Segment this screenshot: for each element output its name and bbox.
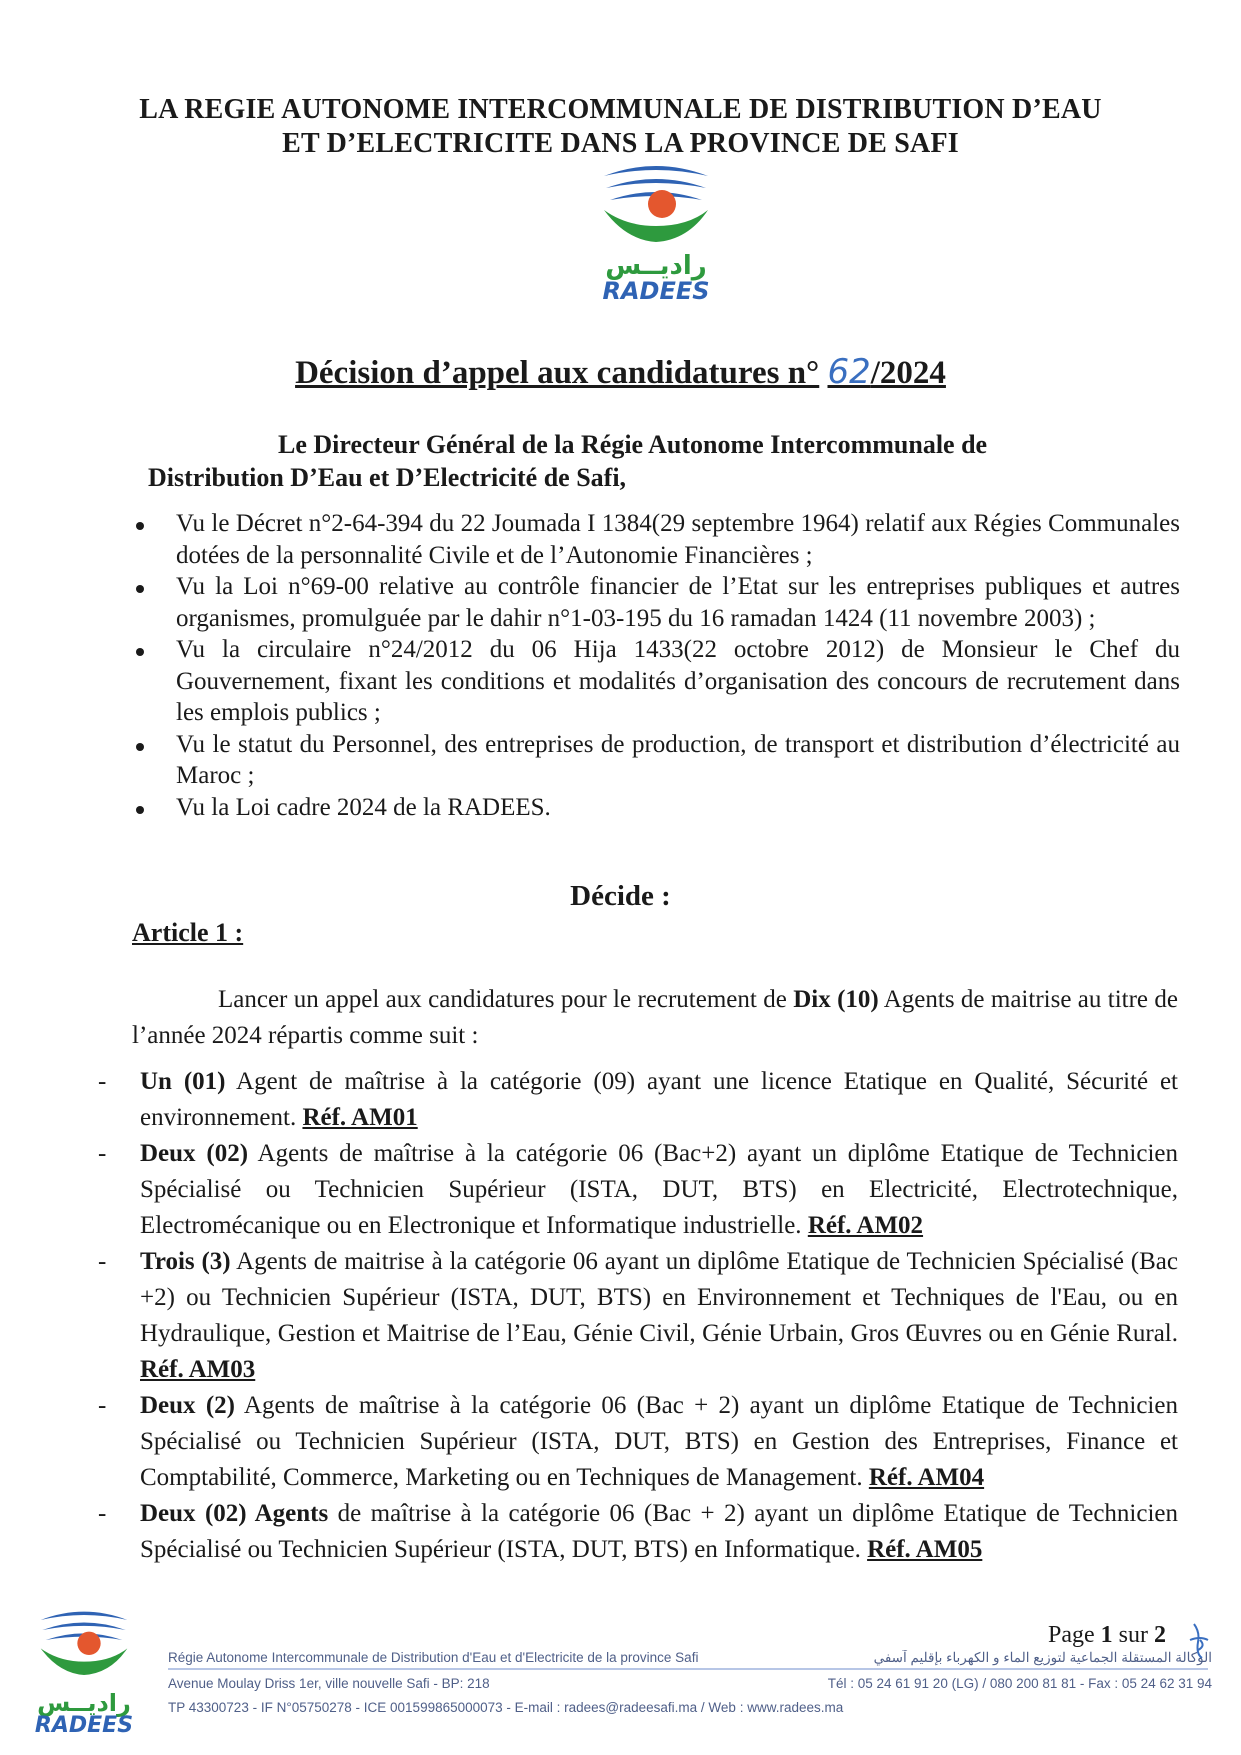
page-current: 1 [1100, 1622, 1113, 1648]
position-count: Deux (2) [140, 1392, 235, 1419]
position-text: Agents de maîtrise à la catégorie 06 (Bac + 2) ayant un diplôme Etatique de Technicien Spécialisé ou Technicien Supérieur (ISTA, DUT, BTS) en Gestion des Entreprises, Finance et Comptabilité, Commerce, Marketing ou en Techniques de Management. [140, 1392, 1178, 1491]
header-line-2: ET D’ELECTRICITE DANS LA PROVINCE DE SAFI [282, 128, 959, 159]
position-ref: Réf. AM03 [140, 1356, 256, 1383]
position-item [96, 1136, 1178, 1244]
article-text-b: Agents de maitrise au titre de l’année 2024 répartis comme suit : [132, 986, 1179, 1049]
list-item: Vu la Loi n°69-00 relative au contrôle financier de l’Etat sur les entreprises publiques et autres organismes, promulguée par le dahir n°1-03-195 du 16 ramadan 1424 (11 novembre 2003) ; [130, 571, 1180, 634]
footer-divider [168, 1668, 1208, 1670]
list-item: Vu la Loi cadre 2024 de la RADEES. [130, 792, 1180, 824]
article-text-a: Lancer un appel aux candidatures pour le recrutement de [218, 986, 787, 1013]
position-item [96, 1388, 1178, 1496]
header-line-1: LA REGIE AUTONOME INTERCOMMUNALE DE DISTRIBUTION D’EAU [139, 94, 1102, 125]
footer-line-3: TP 43300723 - IF N°05750278 - ICE 001599865000073 - E-mail : radees@radeesafi.ma / Web : www.radees.ma [168, 1700, 844, 1715]
position-ref: Réf. AM05 [867, 1536, 983, 1563]
page-number [1048, 1622, 1166, 1649]
position-count: Trois (3) [140, 1248, 231, 1275]
position-text: Agents de maîtrise à la catégorie 06 (Bac+2) ayant un diplôme Etatique de Technicien Spécialisé ou Technicien Supérieur (ISTA, DUT, BTS) en Electricité, Electrotechnique, Electromécanique ou en Electronique et Informatique industrielle. [140, 1140, 1178, 1239]
position-ref: Réf. AM02 [807, 1212, 924, 1239]
positions-list [96, 1064, 1178, 1568]
position-count: Deux (02) [140, 1140, 249, 1167]
footer-address: Avenue Moulay Driss 1er, ville nouvelle Safi - BP: 218 [168, 1676, 490, 1691]
intro-line-2: Distribution D’Eau et D’Electricité de Safi, [148, 463, 627, 492]
position-ref: Réf. AM04 [868, 1464, 985, 1491]
intro-line-1: Le Directeur Général de la Régie Autonome Intercommunale de [278, 430, 988, 459]
position-item [96, 1064, 1178, 1136]
title-suffix: /2024 [870, 355, 946, 391]
position-text: de maîtrise à la catégorie 06 (Bac + 2) ayant un diplôme Etatique de Technicien Spécialisé ou Technicien Supérieur (ISTA, DUT, BTS) en Informatique. [140, 1500, 1179, 1563]
article-1-text [132, 982, 1178, 1054]
intro-paragraph [148, 428, 1178, 494]
position-text: Agents de maitrise à la catégorie 06 ayant un diplôme Etatique de Technicien Spécialisé (Bac +2) ou Technicien Supérieur (ISTA, DUT, BTS) en Environnement et Techniques de l'Eau, ou en Hydraulique, Gestion et Maitrise de l’Eau, Génie Civil, Génie Urbain, Gros Œuvres ou en Génie Rural. [140, 1248, 1178, 1347]
radees-emblem-icon [596, 160, 716, 252]
list-item: Vu le Décret n°2-64-394 du 22 Joumada I 1384(29 septembre 1964) relatif aux Régies Communales dotées de la personnalité Civile et de l’Autonomie Financières ; [130, 508, 1180, 571]
decision-title [0, 352, 1241, 392]
considerations-list [130, 508, 1180, 823]
page-sep: sur [1118, 1622, 1148, 1648]
radees-logo [596, 160, 716, 305]
decide-heading: Décide : [570, 880, 671, 912]
logo-arabic-text: راديــس [605, 251, 707, 281]
position-count: Deux (02) Agents [140, 1500, 329, 1527]
list-item: Vu la circulaire n°24/2012 du 06 Hija 1433(22 octobre 2012) de Monsieur le Chef du Gouvernement, fixant les conditions et modalités d’organisation des concours de recrutement dans les emplois publics ; [130, 634, 1180, 729]
position-text: Agent de maîtrise à la catégorie (09) ayant une licence Etatique en Qualité, Sécurité et environnement. [140, 1068, 1178, 1131]
footer-logo [34, 1604, 134, 1744]
logo-latin-text: RADEES [602, 277, 710, 305]
footer-emblem-icon [34, 1604, 134, 1686]
page-word: Page [1048, 1622, 1095, 1648]
footer-line-2 [168, 1676, 1212, 1691]
page-total: 2 [1154, 1622, 1166, 1648]
position-item [96, 1496, 1178, 1568]
footer-phone: Tél : 05 24 61 91 20 (LG) / 080 200 81 81 - Fax : 05 24 62 31 94 [827, 1676, 1212, 1691]
footer-org-fr: Régie Autonome Intercommunale de Distribution d'Eau et d'Electricite de la province Safi [168, 1650, 699, 1665]
position-count: Un (01) [140, 1068, 226, 1095]
article-1-heading: Article 1 : [132, 918, 244, 947]
position-ref: Réf. AM01 [302, 1104, 418, 1131]
footer-logo-latin: RADEES [34, 1713, 134, 1738]
footer-line-1 [168, 1650, 1212, 1666]
footer-logo-arabic: راديــس [37, 1689, 131, 1717]
list-item: Vu le statut du Personnel, des entreprises de production, de transport et distribution d’électricité au Maroc ; [130, 729, 1180, 792]
article-text-bold: Dix (10) [793, 986, 879, 1013]
footer-org-ar: الوكالة المستقلة الجماعية لتوزيع الماء و الكهرباء بإقليم آسفي [873, 1650, 1212, 1665]
title-prefix: Décision d’appel aux candidatures n° [295, 355, 820, 391]
title-handwritten-number: 62 [827, 352, 871, 392]
position-item [96, 1244, 1178, 1388]
